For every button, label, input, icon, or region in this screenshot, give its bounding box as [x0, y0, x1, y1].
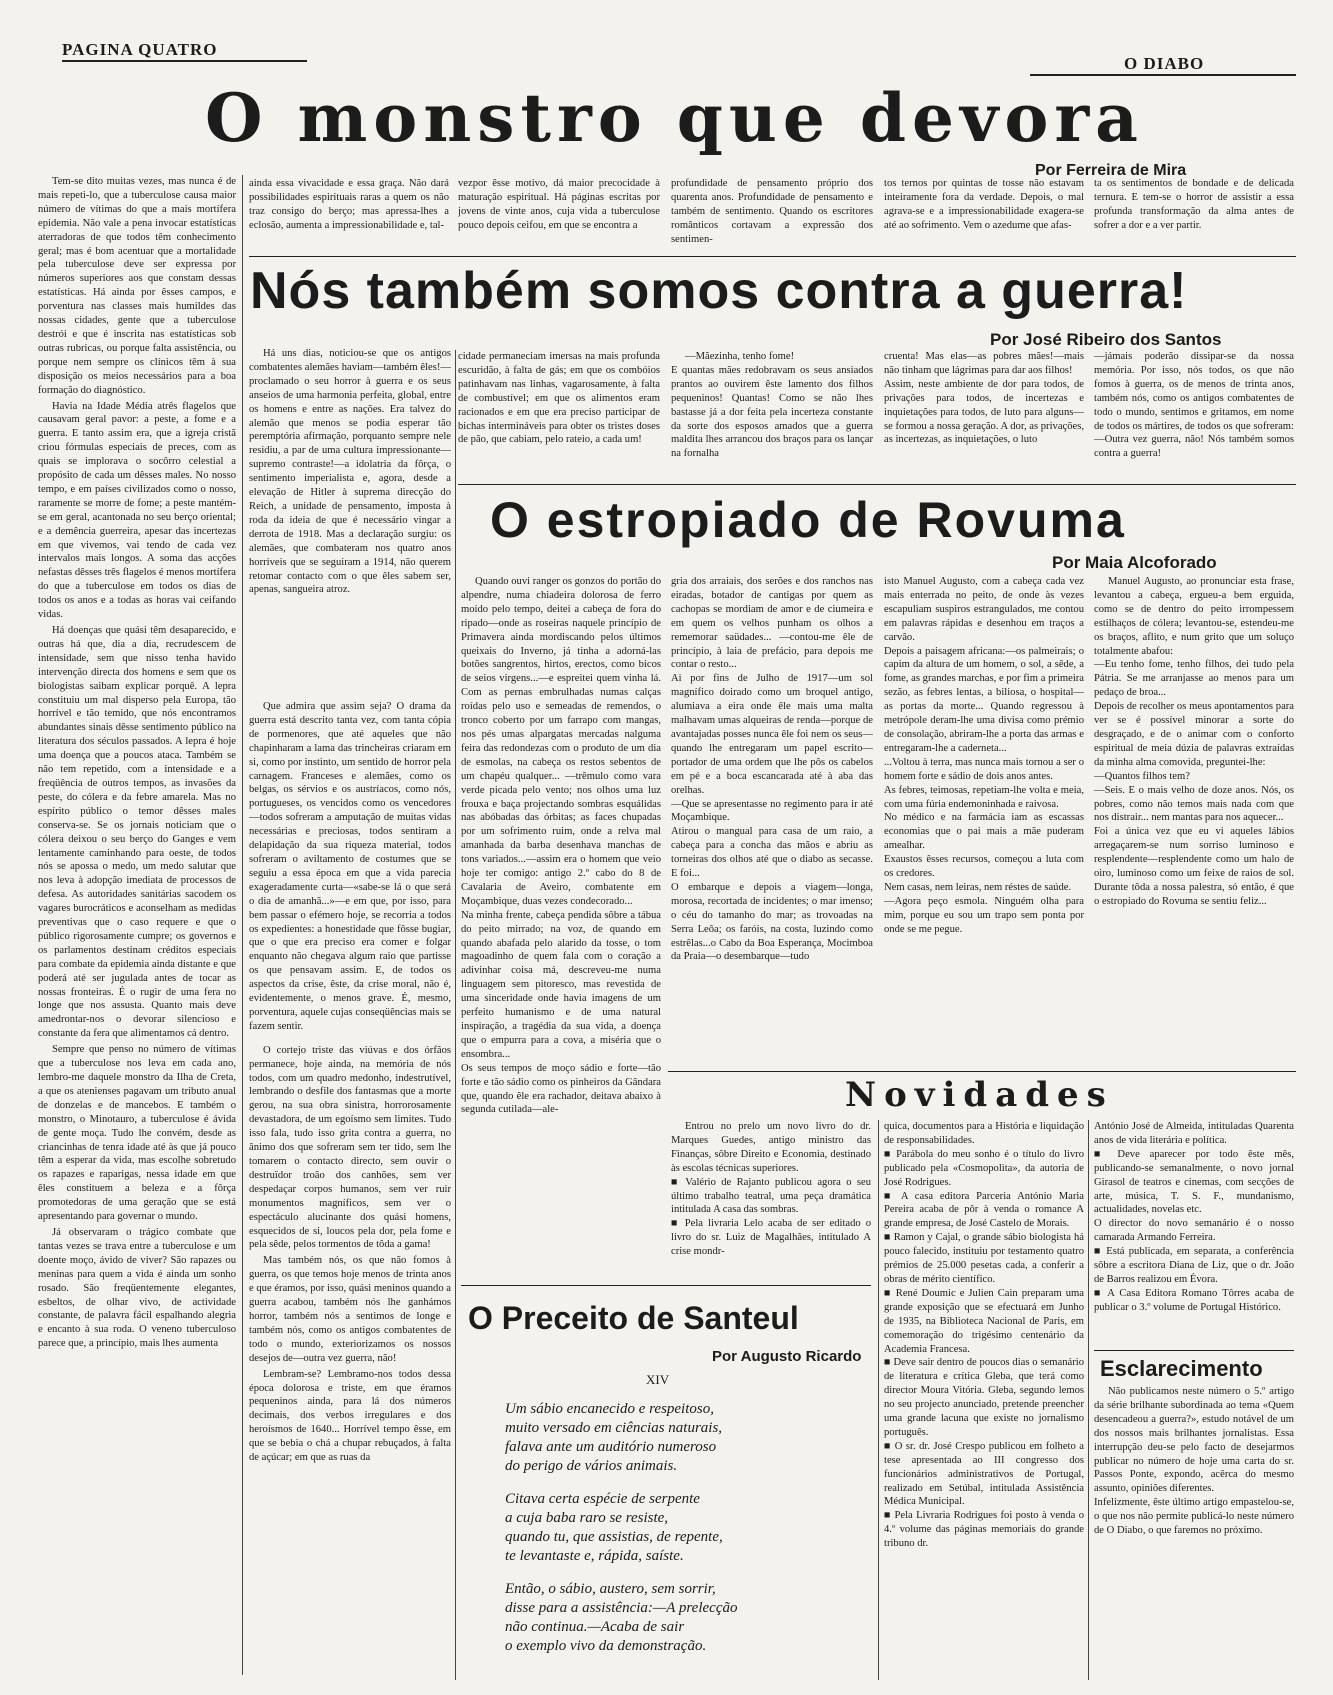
article1-paragraph: Havia na Idade Média atrês flagelos que causavam geral pavor: a peste, a fome e a guerra. E tanto assim era, que a igreja cristã criou fórmulas especiais de preces, com as quais se implorava o socôrro celestial a propósito de cada um dêsses males. No nosso tempo, e em países civilizados como o nosso, raramente se morre de fome; a peste mantém-se em geral, acantonada no seu berço oriental; e a demência guerreira, apesar das incertezas em que vivemos, vai tendo de cada vez intervalos mais longos. A soma das acções nefastas dêsses três flagelos é menos mortífera do que a tuberculose em todos os dias de todos os anos e a todas as horas vai ceifando vidas.	[38, 400, 236, 621]
article1-paragraph: tos ternos por quintas de tosse não estavam inteiramente fora da verdade. Depois, o mal agrava-se e a impressionabilidade exagera-se até ao sofrimento. Vem o azedume que afas-	[884, 178, 1084, 231]
novidades-column-3	[1094, 1120, 1294, 1345]
article2-paragraph: cruenta! Mas elas—as pobres mães!—mais não tinham que lágrimas para dar aos filhos! Assim, neste ambiente de dor para todos, de privações para todos, de incertezas e inquietações para todos, de luto para alguns—se formou a nossa geração. A dor, as privações, as incertezas, as inquietações, o luto	[884, 351, 1084, 446]
poem-stanza: Então, o sábio, austero, sem sorrir, disse para a assistência:—A prelecção não continua.—Acaba de sair o exemplo vivo da demonstração.	[505, 1581, 738, 1654]
article1-paragraph: Há doenças que quási têm desaparecido, e outras há que, dia a dia, recrudescem de intensidade, sem que nisso tenha havido intervenção directa dos homens e sem que os biologistas saibam explicar porquê. A lepra constituiu um mal disperso pela Europa, tão horrível e tão temido, que nós encontramos abundantes sinais dêsse sentimento público na literatura dos séculos passados. A lepra é hoje uma doença que a poucos ataca. Também se não tem repetido, com a intensidade e a freqüência de outros tempos, as invasões da peste, do cólera e da febre amarela. Mas no espírito público o temor dêsses males conserva-se. Se os jornais noticiam que o cólera deixou o seu berço do Ganges e vem lentamente caminhando para oeste, de todos nós se apossa o medo, um medo salutar que nos leva à adopção imediata de processos de defesa. As autoridades sanitárias sacodem os vagares burocráticos e aconselham as medidas preventivas que o caso requere e que o público rigorosamente cumpre; os governos e os parlamentos destinam créditos especiais para combate da epidemia ainda distante e que poderá até ser jugulada antes de tocar as nossas fronteiras. É o rugir de uma fera no longe que nos assusta. Quanto mais deve amedrontar-nos o devorar silencioso e constante da fera que alimentamos cá dentro.	[38, 625, 236, 1040]
section-rule	[668, 1071, 1296, 1072]
article3-paragraph: Manuel Augusto, ao pronunciar esta frase, levantou a cabeça, ergueu-a bem erguida, como se de dentro do peito irrompessem estilhaços de cólera; levantou-se, estendeu-me os braços, aflito, e num grito que um soluço totalmente abafou: —Eu tenho fome, tenho filhos, dei tudo pela Pátria. Se me arranjasse ao menos para um pedaço de broa... Depois de recolher os meus apontamentos para ver se é possível minorar a sorte do desgraçado, e de o animar com o conforto espiritual de meia dúzia de palavras extraídas da minha alma comovida, preguntei-lhe: —Quantos filhos tem? —Seis. E o mais velho de doze anos. Nós, os pobres, como não temos mais nada com que nos distrair... nem mantas para nos aquecer... Foi a única vez que eu vi aqueles lábios arregaçarem-se num sorriso luminoso e resplendente—resplendente como um halo de oiro, luminoso como um feixe de raios de sol. Durante tôda a nossa palestra, só então, é que o estropiado do Rovuma se sentiu feliz...	[1094, 576, 1294, 907]
article1-paragraph: vezpor êsse motivo, dá maior precocidade à maturação espiritual. Há páginas escritas por jovens de vinte anos, cuja vida a tuberculose pouco depois ceifou, em que se encontra a	[458, 178, 660, 231]
section-rule	[461, 1285, 871, 1286]
article1-column-2	[249, 177, 449, 255]
running-head-left: PAGINA QUATRO	[62, 40, 218, 59]
preceito-poem	[505, 1400, 865, 1670]
article1-paragraph: ta os sentimentos de bondade e de delicada ternura. E tem-se o horror de assistir a essa profunda transformação da alma antes de sofrer a dor e a ver partir.	[1094, 178, 1294, 231]
preceito-numeral: XIV	[646, 1372, 670, 1387]
article1-paragraph: profundidade de pensamento próprio dos quarenta anos. Profundidade de pensamento e também de sentimento. Quando os escritores românticos cortavam a expressão dos sentimen-	[671, 178, 873, 245]
section-rule	[249, 256, 1296, 257]
column-divider	[878, 1120, 879, 1680]
article2-paragraph: cidade permaneciam imersas na mais profunda escuridão, à falta de gás; em que os combóios patinhavam nas linhas, vagarosamente, à falta de combustível; em que os alimentos eram racionados e em que era preciso participar de bichas intermináveis para obter os tristes doses de pão, que cabiam, pelo rateio, a cada um!	[458, 351, 660, 446]
section-rule	[458, 484, 1296, 485]
running-head-right: O DIABO	[1124, 54, 1205, 73]
article1-byline: Por Ferreira de Mira	[1035, 162, 1187, 179]
novidades-paragraph: António José de Almeida, intituladas Quarenta anos de vida literária e política. ■ Deve aparecer por todo êste mês, publicando-se semanalmente, o novo jornal Girasol de teatros e cinemas, com secções de arte, música, T. S. F., mundanismo, actualidades, novelas etc. O director do novo semanário é o nosso camarada Armando Ferreira. ■ Está publicada, em separata, a conferência sôbre a escritora Diana de Liz, que o dr. João de Barros realizou em Évora. ■ A Casa Editora Romano Tôrres acaba de publicar o 3.º volume de Portugal Histórico.	[1094, 1121, 1294, 1313]
article2-paragraph: O cortejo triste das viúvas e dos órfãos permanece, hoje ainda, na memória de nós todos, com um quadro medonho, indestrutível, lembrando o desfile dos fantasmas que a morte gerou, na sua obra sinistra, horrorosamente devastadora, de um egoísmo sem limites. Tudo isso fala, tudo isso grita contra a guerra, no ânimo dos que sofreram sem ter tido, sem lhe tomarem o contacto directo, sem ouvir o destruïdor troão dos canhões, sem ver despedaçar corpos humanos, sem ver ruir monumentos magníficos, sem ver o espectáculo alucinante dos quási homens, esquecidos de si, loucos pela dor, pela fome e pela sêde, pelos tormentos de tôda a gama!	[249, 1044, 451, 1251]
esclarecimento-paragraph: Não publicamos neste número o 5.º artigo da série brilhante subordinada ao tema «Quem desencadeou a guerra?», estudo notável de um dos nossos mais brilhantes jornalistas. Essa interrupção deu-se pelo facto de desejarmos publicar no número de hoje uma carta do sr. Passos Ponte, expondo, acêrca do mesmo assunto, opiniões diferentes. Infelizmente, êste último artigo empastelou-se, o que nos não permite publicá-lo neste número de O Diabo, o que faremos no próximo.	[1094, 1386, 1294, 1537]
column-divider	[1088, 1120, 1089, 1680]
article3-column-1	[461, 575, 661, 1280]
article2-byline: Por José Ribeiro dos Santos	[990, 330, 1222, 349]
article3-column-2	[671, 575, 873, 1055]
esclarecimento-title: Esclarecimento	[1100, 1356, 1263, 1381]
article2-paragraph: Lembram-se? Lembramo-nos todos dessa época dolorosa e triste, em que éramos pequeninos ainda, para lá dos números decimais, dos verbos irregulares e dos heroísmos de 1640... Horrível tempo êsse, em que se bebia o chá a chupar rebuçados, à falta de açúcar; em que as ruas da	[249, 1368, 451, 1464]
article1-column-4	[671, 177, 873, 255]
poem-stanza: Um sábio encanecido e respeitoso, muito versado em ciências naturais, falava ante um auditório numeroso do perigo de vários animais.	[505, 1401, 723, 1474]
novidades-paragraph: Entrou no prelo um novo livro do dr. Marques Guedes, antigo ministro das Finanças, sôbre Direito e Economia, destinado às escolas técnicas superiores. ■ Valério de Rajanto publicou agora o seu último trabalho teatral, uma peça dramática intitulada A casa das sombras. ■ Pela livraria Lelo acaba de ser editado o livro do sr. Luiz de Magalhães, intitulado A crise mondr-	[671, 1121, 871, 1258]
article2-column-3	[671, 350, 873, 475]
column-divider	[242, 175, 243, 1675]
article2-column-1	[249, 347, 451, 695]
header-rule-right	[1030, 74, 1296, 76]
article1-paragraph: Sempre que penso no número de vítimas que a tuberculose nos leva em cada ano, lembro-me daquele monstro da Ilha de Creta, a que os atenienses pagavam um tributo anual de donzelas e de mancebos. E também o monstro, o Minotauro, a tuberculose é ávida de gente moça. Tudo lhe convém, desde as criancinhas de tenra idade até às que já pouco têm a esperar da vida, mas escolhe sobretudo os rapazes e raparigas, nessa idade em que êles constituem a beleza e a fôrça promotedoras de uma geração que se está apresentando para governar o mundo.	[38, 1044, 236, 1223]
article2-paragraph: Há uns dias, noticiou-se que os antigos combatentes alemães haviam—também êles!—proclamado o seu horror à guerra e os seus anseios de uma harmonia perfeita, global, entre os homens e entre as nações. Era talvez do alemão que menos se podia esperar tão peremptória afirmação, porquanto sempre nele residiu, a par de uma cultura impressionante—supremo contraste!—a idolatria da fôrça, o sentimento imperialista e, agora, desde a elevação de Hitler à suprema direcção do Reich, a unidade de pensamento, imposta à roda da ideia de que é necessário vingar a derrota de 1918. Mas a declaração surgiu: os alemães, que combateram nos quatro anos horríveis que se seguiram a 1914, não querem retomar contacto com o que êles sabem ser, apenas, sangueira atroz.	[249, 348, 451, 596]
article1-title: O monstro que devora	[205, 79, 1144, 157]
preceito-byline: Por Augusto Ricardo	[712, 1348, 862, 1365]
esclarecimento-body	[1094, 1385, 1294, 1680]
column-divider	[455, 350, 456, 1680]
article3-title: O estropiado de Rovuma	[490, 492, 1126, 548]
article1-paragraph: Tem-se dito muitas vezes, mas nunca é de mais repeti-lo, que a tuberculose causa maior número de vítimas do que a mais mortífera epidemia. Não vale a pena invocar estatísticas aterradoras de que todos têm conhecimento geral; mas é bom acentuar que a mortalidade pela tuberculose deve ser expressa por números superiores aos que constam dessas estatísticas. Há ainda por êsses campos, e porventura nas classes mais humildes das nossas cidades, gente que a tuberculose destrói e que é inscrita nas estatísticas sob outras rubricas, ou porque falta assistência, ou porque nem sempre os clínicos têm à sua disposição os meios necessários para a boa formação do diagnóstico.	[38, 176, 236, 396]
article2-paragraph: —Mãezinha, tenho fome! E quantas mães redobravam os seus ansiados prantos ao ouvirem êste lamento dos filhos pequeninos! Quantas! Como se não lhes bastasse já a dor feita pela incerteza constante da sorte dos esposos amados que a guerra maldita lhes arrancou dos braços para os lançar na fornalha	[671, 351, 873, 460]
novidades-column-2	[884, 1120, 1084, 1680]
article1-paragraph: ainda essa vivacidade e essa graça. Não dará possibilidades espirituais raras a quem os não traz consigo do berço; mas apressa-lhes a eclosão, aumenta a impressionabilidade e, tal-	[249, 178, 449, 231]
poem-stanza: Citava certa espécie de serpente a cuja baba raro se resiste, quando tu, que assistias, de repente, te levantaste e, rápida, saíste.	[505, 1491, 723, 1564]
novidades-title: Novidades	[845, 1075, 1114, 1115]
article1-column-3	[458, 177, 660, 255]
section-rule	[1094, 1350, 1294, 1351]
article3-column-4	[1094, 575, 1294, 1055]
article2-column-5	[1094, 350, 1294, 475]
article3-paragraph: gria dos arraiais, dos serões e dos ranchos nas eiradas, botador de cantigas por quem as cachopas se mordiam de amor e de ciumeira e em quem os velhos punham os olhos a rememorar saüdades... —contou-me êle de princípio, à laia de prefácio, para depois me contar o resto... Ai por fins de Julho de 1917—um sol magnífico doirado como um broquel antigo, alumiava a eira onde êle mais uma malta malhavam umas alqueiras de renda—porque de avantajadas posses nunca êle foi nem os seus—quando lhe entregaram um papel escrito—portador de uma ordem que lhe pôs os cabelos em pé e a boca escancarada até à aba das orelhas. —Que se apresentasse no regimento para ir até Moçambique. Atirou o mangual para casa de um raio, a cabeça para a concha das mãos e abriu as torneiras dos olhos até que o diabo as secasse. E foi... O embarque e depois a viagem—longa, morosa, recortada de incidentes; o mar imenso; o céu do tamanho do mar; as trovoadas na Serra Leôa; os faróis, na costa, luzindo como estrêlas...o Cabo da Boa Esperança, Mocimboa da Praia—o desembarque—tudo	[671, 576, 873, 963]
header-rule-left	[62, 60, 307, 62]
article2-paragraph: Mas também nós, os que não fomos à guerra, os que temos hoje menos de trinta anos e que éramos, por isso, quási meninos quando a guerra acabou, também nós lhe ganhámos horror, também nós a sentimos de longe e também nós, como os antigos combatentes de todo o mundo, exteriorizamos os nossos desejos de—outra vez guerra, não!	[249, 1255, 451, 1364]
article2-column-4	[884, 350, 1084, 475]
article1-column-5	[884, 177, 1084, 255]
article2-column-b1	[249, 700, 451, 1675]
preceito-title: O Preceito de Santeul	[468, 1300, 799, 1336]
article3-paragraph: isto Manuel Augusto, com a cabeça cada vez mais enterrada no peito, de onde às vezes escapuliam suspiros estrangulados, me contou em palavras rápidas e desenhou em traços a carvão. Depois a paisagem africana:—os palmeirais; o capim da altura de um homem, o sol, a sêde, a fome, as grandes marchas, e por fim a primeira sezão, as febres lentas, a biliosa, o hospital—as portas da morte... Quando regressou à metrópole deram-lhe uma divisa como prémio de consolação, abriram-lhe a porta das armas e entregaram-lhe a caderneta... ...Voltou à terra, mas nunca mais tornou a ser o homem forte e sádio de dois anos antes. As febres, teimosas, repetiam-lhe volta e meia, com uma fúria endemoninhada e raivosa. No médico e na farmácia iam as escassas economias que o pai mais a mãe puderam amealhar. Exaustos êsses recursos, começou a luta com os credores. Nem casas, nem leiras, nem réstes de saúde. —Agora peço esmola. Ninguém olha para mim, porque eu sou um trapo sem ponta por onde se me pegue.	[884, 576, 1084, 935]
novidades-column-1	[671, 1120, 871, 1285]
article2-title: Nós também somos contra a guerra!	[250, 262, 1188, 320]
novidades-paragraph: quica, documentos para a História e liquidação de responsabilidades. ■ Parábola do meu sonho é o título do livro publicado pela «Cosmopolita», da autoria de José Rodrigues. ■ A casa editora Parceria António Maria Pereira acaba de pôr à venda o romance A grande empresa, de José Castelo de Morais. ■ Ramon y Cajal, o grande sábio biologista há pouco falecido, instituiu por testamento quatro prémios de 25.000 pesetas cada, a conferir a obras de mérito científico. ■ René Doumic e Julien Cain preparam uma grande exposição que se efectuará em Junho de 1935, na Biblioteca Nacional de Paris, em comemoração do trigésimo centenário da Academia Francesa. ■ Deve sair dentro de poucos dias o semanário de literatura e crítica Gleba, que terá como director Moura Vitória. Gleba, segundo lemos no seu projecto anunciado, pretende preencher uma grande lacuna que existe no jornalismo português. ■ O sr. dr. José Crespo publicou em folheto a tese apresentada ao III congresso dos funcionários administrativos de Portugal, realizado em Setúbal, intitulada Assistência Médica Municipal. ■ Pela Livraria Rodrigues foi posto à venda o 4.º volume das páginas memoriais do grande tribuno dr.	[884, 1121, 1084, 1550]
article1-column-1	[38, 175, 236, 1675]
article3-paragraph: Quando ouvi ranger os gonzos do portão do alpendre, numa chiadeira dolorosa de ferro moído pelo tempo, deitei a cabeça de fora do ripado—onde as roseiras naquele princípio de Primavera ainda mordiscando pelos últimos queixais do Inverno, já tinha a adorná-las botões sangrentos, hirtos, erectos, como bicos de seios virgens...—e espreitei quem vinha lá. Com as pernas embrulhadas numas calças roídas pelo uso e semeadas de remendos, o tronco coberto por um farrapo com mangas, nos pés umas alpargatas mercadas nalguma feira das redondezas com o produto de um dia de esmolas, na cabeça os restos sebentos de um chapéu qualquer... —trêmulo como vara verde picada pelo vento; nos olhos uma luz frouxa e baça projectando sombras esquálidas nas abóbadas das órbitas; as faces chupadas por um sofrimento ruim, onde a relva mal amanhada da barba desenhava manchas de tons variados...—assim era o homem que veio hoje ter comigo: antigo 2.º cabo do 8 de Cavalaria de Aveiro, combatente em Moçambique, duas vezes condecorado... Na minha frente, cabeça pendida sôbre a tábua do peito mirrado; na voz, de quando em quando abafada pelo alarido da tosse, o tom magoadinho de quem fala com o coração a adivinhar coisa má, descreveu-me numa linguagem sem pitoresco, mas revestida de uma sinceridade onde havia imagens de um perfeito humanismo e de uma natural inspiração, a tragédia da sua vida, a doença que o empurra para a cova, a miséria que o ensombra... Os seus tempos de moço sádio e forte—tão forte e tão sádio como os pinheiros da Gândara que, quando êle era rachador, deitava abaixo à segunda cutilada—ale-	[461, 576, 661, 1116]
article1-column-6	[1094, 177, 1294, 255]
article2-paragraph: Que admira que assim seja? O drama da guerra está descrito tanta vez, com tanta cópia de pormenores, que até aqueles que não chapinharam a lama das trincheiras criaram em si, como por instinto, um sentido de horror pela carnagem. Franceses e alemães, como os belgas, os sérvios e os austríacos, como nós, portugueses, os vencidos como os vencedores—todos sofreram a amputação de muitas vidas necessárias e preciosas, todos sentiram a delapidação da sua riqueza material, todos sofreram o aviltamento de costumes que se seguiu a essa época em que a vida parecia exageradamente curta—«sabe-se lá o que será o dia de amanhã...»—e em que, por isso, para bem passar o efémero hoje, se recorria a todos os expedientes: a honestidade que fôsse bugiar, que o que era preciso era comer e folgar enquanto não chegava algum raio que partisse os que pensavam assim. E, de todos os aspectos da crise, êste, da crise moral, não é, evidentemente, o menos grave. É, mesmo, porventura, aquele cujas conseqüências mais se fazem sentir.	[249, 701, 451, 1032]
article2-column-2	[458, 350, 660, 475]
article3-byline: Por Maia Alcoforado	[1052, 553, 1217, 572]
article3-column-3	[884, 575, 1084, 1055]
article2-paragraph: —jámais poderão dissipar-se da nossa memória. Por isso, nós todos, os que não fomos à guerra, os de menos de trinta anos, também nós, como os antigos combatentes de todo o mundo, sentimos e gritamos, em nome de todos os mártires, de todos os que sofreram:—Outra vez guerra, não! Nós também somos contra a guerra!	[1094, 351, 1294, 460]
article1-paragraph: Já observaram o trágico combate que tantas vezes se trava entre a tuberculose e um doente moço, ávido de viver? São rapazes ou meninas para quem a vida é ainda um sonho rosado. São freqüentemente elegantes, esbeltos, de olhar vivo, de actividade constante, de palavra fácil espalhando alegria e encanto à sua roda. O veneno tuberculoso parece que, a princípio, mais lhes aumenta	[38, 1226, 236, 1350]
